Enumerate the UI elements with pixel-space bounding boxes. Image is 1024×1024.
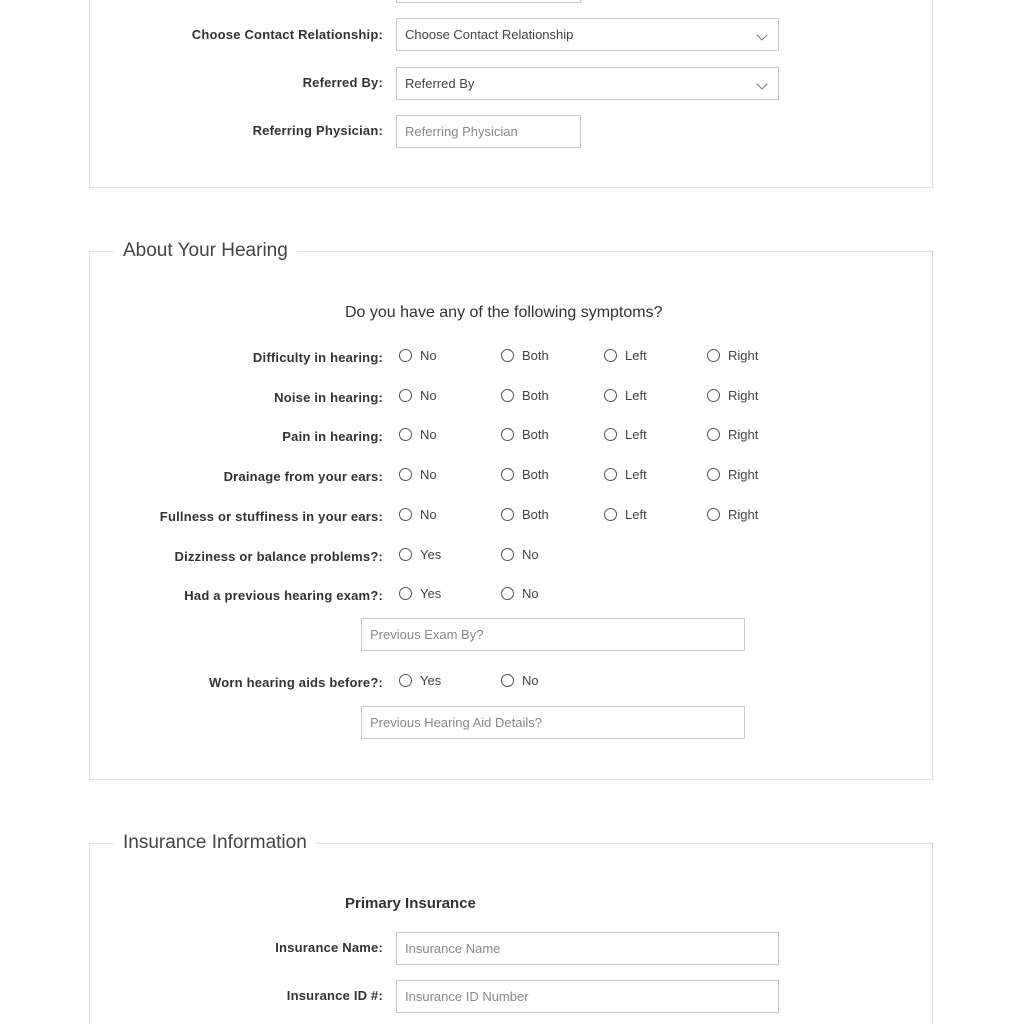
hearing-aids-yes-radio[interactable] [399, 673, 441, 688]
radio-label: Both [522, 348, 549, 363]
symptom-option-radio[interactable] [399, 388, 437, 403]
radio-circle-icon [501, 468, 514, 481]
referring-physician-label: Referring Physician: [252, 123, 383, 138]
symptom-option-radio[interactable] [501, 427, 549, 442]
radio-label: No [522, 586, 539, 601]
symptom-option-radio[interactable] [604, 467, 647, 482]
radio-circle-icon [399, 428, 412, 441]
radio-circle-icon [707, 389, 720, 402]
radio-circle-icon [604, 508, 617, 521]
radio-label: Yes [420, 673, 442, 688]
symptom-label: Had a previous hearing exam?: [184, 588, 383, 603]
radio-label: Left [625, 427, 647, 442]
radio-circle-icon [501, 587, 514, 600]
symptom-option-radio[interactable] [604, 348, 647, 363]
radio-label: Left [625, 388, 647, 403]
symptom-option-radio[interactable] [501, 388, 549, 403]
symptom-option-radio[interactable] [501, 467, 549, 482]
hearing-section-title: About Your Hearing [114, 240, 297, 262]
symptom-option-radio[interactable] [501, 547, 539, 562]
radio-circle-icon [501, 389, 514, 402]
radio-label: Right [728, 467, 759, 482]
chevron-down-icon [756, 78, 767, 89]
symptom-option-radio[interactable] [399, 547, 441, 562]
radio-circle-icon [707, 508, 720, 521]
radio-label: Both [522, 507, 549, 522]
radio-label: No [420, 388, 437, 403]
radio-circle-icon [604, 468, 617, 481]
radio-circle-icon [707, 428, 720, 441]
radio-label: Both [522, 388, 549, 403]
hearing-aids-no-radio[interactable] [501, 673, 539, 688]
cut-off-input[interactable] [396, 0, 581, 3]
referred-by-label: Referred By: [302, 75, 383, 90]
radio-circle-icon [604, 428, 617, 441]
radio-circle-icon [707, 349, 720, 362]
symptom-option-radio[interactable] [501, 507, 549, 522]
symptom-option-radio[interactable] [707, 507, 758, 522]
symptom-option-radio[interactable] [501, 586, 539, 601]
contact-relationship-value: Choose Contact Relationship [405, 27, 574, 42]
radio-label: Yes [420, 586, 442, 601]
radio-circle-icon [399, 508, 412, 521]
radio-label: No [420, 507, 437, 522]
referring-physician-input[interactable] [396, 115, 581, 148]
insurance-name-label: Insurance Name: [275, 940, 383, 955]
radio-circle-icon [399, 349, 412, 362]
referred-by-select[interactable] [396, 67, 779, 100]
contact-relationship-select[interactable] [396, 18, 779, 51]
symptom-option-radio[interactable] [707, 388, 758, 403]
symptoms-question: Do you have any of the following symptoms? [345, 304, 663, 321]
symptom-option-radio[interactable] [399, 507, 437, 522]
radio-label: Yes [420, 547, 442, 562]
symptom-label: Difficulty in hearing: [252, 350, 383, 365]
radio-circle-icon [399, 674, 412, 687]
hearing-aid-details-input[interactable] [361, 706, 745, 739]
symptom-option-radio[interactable] [707, 467, 758, 482]
previous-exam-input[interactable] [361, 618, 745, 651]
insurance-id-input[interactable] [396, 980, 779, 1013]
radio-label: No [522, 673, 539, 688]
symptom-label: Drainage from your ears: [223, 469, 383, 484]
symptom-option-radio[interactable] [501, 348, 549, 363]
radio-circle-icon [501, 349, 514, 362]
radio-circle-icon [399, 548, 412, 561]
radio-label: Both [522, 467, 549, 482]
radio-label: Both [522, 427, 549, 442]
chevron-down-icon [756, 29, 767, 40]
radio-circle-icon [399, 587, 412, 600]
radio-label: No [420, 427, 437, 442]
symptom-option-radio[interactable] [399, 427, 437, 442]
symptom-option-radio[interactable] [604, 388, 647, 403]
symptom-label: Pain in hearing: [282, 429, 383, 444]
symptom-label: Fullness or stuffiness in your ears: [159, 509, 383, 524]
hearing-aids-label: Worn hearing aids before?: [209, 675, 383, 690]
radio-label: No [420, 348, 437, 363]
radio-label: Right [728, 388, 759, 403]
radio-label: No [420, 467, 437, 482]
radio-circle-icon [501, 508, 514, 521]
radio-circle-icon [604, 349, 617, 362]
symptom-label: Dizziness or balance problems?: [174, 549, 383, 564]
radio-label: Right [728, 507, 759, 522]
radio-circle-icon [501, 548, 514, 561]
radio-circle-icon [399, 389, 412, 402]
symptom-option-radio[interactable] [707, 348, 758, 363]
symptom-option-radio[interactable] [399, 348, 437, 363]
symptom-option-radio[interactable] [604, 507, 647, 522]
symptom-option-radio[interactable] [604, 427, 647, 442]
radio-label: Right [728, 348, 759, 363]
radio-label: No [522, 547, 539, 562]
radio-circle-icon [707, 468, 720, 481]
radio-label: Left [625, 507, 647, 522]
symptom-option-radio[interactable] [707, 427, 758, 442]
radio-circle-icon [399, 468, 412, 481]
radio-label: Left [625, 348, 647, 363]
radio-label: Right [728, 427, 759, 442]
radio-circle-icon [604, 389, 617, 402]
symptom-option-radio[interactable] [399, 586, 441, 601]
insurance-id-label: Insurance ID #: [286, 988, 383, 1003]
insurance-section-title: Insurance Information [114, 832, 316, 854]
contact-relationship-label: Choose Contact Relationship: [191, 27, 383, 42]
symptom-option-radio[interactable] [399, 467, 437, 482]
referred-by-value: Referred By [405, 76, 475, 91]
symptom-label: Noise in hearing: [274, 390, 383, 405]
radio-label: Left [625, 467, 647, 482]
radio-circle-icon [501, 428, 514, 441]
insurance-name-input[interactable] [396, 932, 779, 965]
radio-circle-icon [501, 674, 514, 687]
primary-insurance-heading: Primary Insurance [345, 895, 476, 912]
